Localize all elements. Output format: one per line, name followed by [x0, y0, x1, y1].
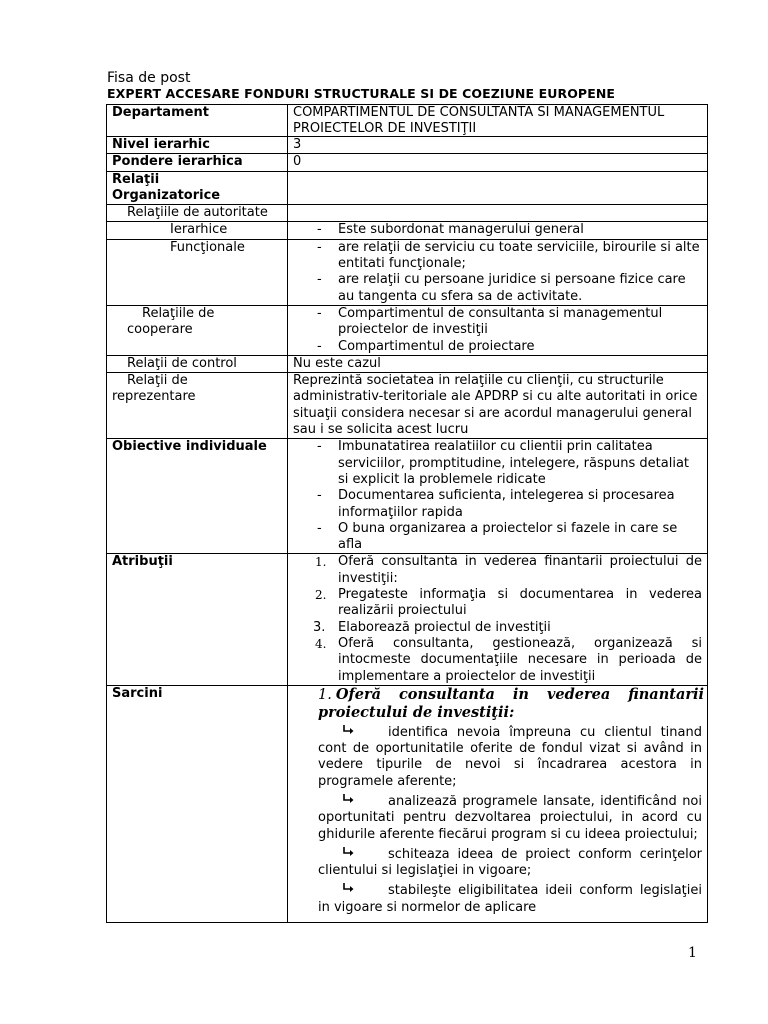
row-control — [107, 355, 708, 372]
list-item — [293, 587, 704, 620]
page-number: 1 — [688, 945, 697, 961]
value-ierarhice — [288, 222, 708, 239]
cooperare-line-1: Relaţiile de — [142, 305, 215, 321]
item-number: 2. — [315, 588, 327, 603]
task-item — [293, 724, 704, 790]
label-pondere-ierarhica: Pondere ierarhica — [107, 154, 288, 171]
list-item: - O buna organizarea a proiectelor si fazele in care se afla — [293, 521, 704, 554]
cooperare-line-2: cooperare — [127, 322, 193, 338]
task-text: schiteaza ideea de proiect conform cerinţelor clientului si legislaţiei in vigoare; — [318, 846, 702, 879]
row-ierarhice — [107, 222, 708, 239]
label-reprezentare — [107, 373, 288, 439]
arrow-bullet-icon — [342, 846, 360, 862]
label-atributii: Atribuţii — [107, 554, 288, 685]
item-number: 3. — [313, 619, 326, 635]
sarcina-heading-number: 1. — [318, 686, 332, 703]
list-item: - Imbunatatirea realatiilor cu clientii prin calitatea serviciilor, promptitudine, intelegere, răspuns detaliat si explicit la problemele ridicate — [293, 439, 704, 488]
row-atributii — [107, 554, 708, 685]
item-text: Oferă consultanta in vederea finantarii proiectului de investiţii: — [338, 554, 702, 586]
row-functionale — [107, 239, 708, 305]
list-item — [293, 554, 704, 587]
label-cooperare — [107, 305, 288, 355]
task-item — [293, 882, 704, 916]
label-control: Relaţii de control — [107, 355, 288, 372]
departament-line-2: PROIECTELOR DE INVESTIŢII — [293, 120, 477, 136]
item-number: 1. — [315, 555, 327, 570]
document-subtitle: EXPERT ACCESARE FONDURI STRUCTURALE SI DE COEZIUNE EUROPENE — [107, 86, 616, 101]
value-sarcini — [288, 685, 708, 922]
value-control: Nu este cazul — [288, 355, 708, 372]
document-title: Fisa de post — [107, 70, 191, 86]
arrow-bullet-icon — [342, 882, 360, 898]
sarcina-heading — [293, 686, 704, 721]
label-relatii-organizatorice — [107, 171, 288, 205]
row-cooperare — [107, 305, 708, 355]
row-departament — [107, 105, 708, 137]
list-item: - Compartimentul de consultanta si managementul proiectelor de investiţii — [293, 306, 704, 339]
list-item: - Documentarea suficienta, intelegerea si procesarea informaţiilor rapida — [293, 488, 704, 521]
label-obiective: Obiective individuale — [107, 439, 288, 554]
list-item — [293, 620, 704, 636]
row-pondere-ierarhica — [107, 154, 708, 171]
task-text: identifica nevoia împreuna cu clientul tinand cont de oportunitatile oferite de fondul vizat si având in vedere tipurile de nevoi si încadrarea acestora in programele aferente; — [318, 724, 702, 789]
reprezentare-line-2: reprezentare — [112, 389, 196, 405]
relatii-org-line-1: Relaţii — [112, 171, 160, 187]
value-nivel-ierarhic: 3 — [288, 137, 708, 154]
item-text: Oferă consultanta, gestionează, organizează si intocmeste documentaţiile necesare in perioada de implementare a proiectelor de investiţii — [338, 635, 702, 684]
value-departament — [288, 105, 708, 137]
list-item: - are relaţii cu persoane juridice si persoane fizice care au tangenta cu sfera sa de activitate. — [293, 272, 704, 305]
value-obiective — [288, 439, 708, 554]
item-text: Pregateste informaţia si documentarea in vederea realizării proiectului — [338, 587, 702, 619]
row-relatii-autoritate — [107, 205, 708, 222]
label-ierarhice: Ierarhice — [107, 222, 288, 239]
task-text: stabileşte eligibilitatea ideii conform legislaţiei in vigoare si normelor de aplicare — [318, 883, 702, 915]
value-relatii-autoritate — [288, 205, 708, 222]
value-atributii — [288, 554, 708, 685]
arrow-bullet-icon — [342, 793, 360, 809]
list-item: - Este subordonat managerului general — [293, 222, 704, 238]
relatii-org-line-2: Organizatorice — [112, 187, 221, 203]
task-item — [293, 793, 704, 843]
list-item — [293, 636, 704, 685]
task-item — [293, 846, 704, 880]
sarcina-heading-text: Oferă consultanta in vederea finantarii proiectului de investiţii: — [318, 685, 704, 721]
reprezentare-line-1: Relaţii de — [127, 373, 188, 389]
value-pondere-ierarhica: 0 — [288, 154, 708, 171]
row-obiective — [107, 439, 708, 554]
departament-line-1: COMPARTIMENTUL DE CONSULTANTA SI MANAGEMENTUL — [293, 105, 665, 120]
task-text: analizează programele lansate, identificând noi oportunitati pentru dezvoltarea proiectului, in acord cu ghidurile aferente fiecărui program si cu ideea proiectului; — [318, 793, 702, 842]
value-reprezentare: Reprezintă societatea in relaţiile cu clienţii, cu structurile administrativ-teritoriale ale APDRP si cu alte autoritati in orice situaţii considera necesar si are acordul managerului general sau i se solicita acest lucru — [288, 373, 708, 439]
item-text: Elaborează proiectul de investiţii — [338, 619, 551, 635]
list-item: - Compartimentul de proiectare — [293, 339, 704, 355]
value-relatii-organizatorice — [288, 171, 708, 205]
label-departament: Departament — [107, 105, 288, 137]
list-item: - are relaţii de serviciu cu toate serviciile, birourile si alte entitati funcţionale; — [293, 240, 704, 273]
item-number: 4. — [315, 636, 327, 651]
row-sarcini — [107, 685, 708, 922]
label-functionale: Funcţionale — [107, 239, 288, 305]
label-nivel-ierarhic: Nivel ierarhic — [107, 137, 288, 154]
value-cooperare — [288, 305, 708, 355]
arrow-bullet-icon — [342, 724, 360, 740]
value-functionale — [288, 239, 708, 305]
row-nivel-ierarhic — [107, 137, 708, 154]
row-reprezentare — [107, 373, 708, 439]
row-relatii-organizatorice — [107, 171, 708, 205]
job-description-table — [106, 104, 708, 923]
label-sarcini: Sarcini — [107, 685, 288, 922]
label-relatii-autoritate: Relaţiile de autoritate — [107, 205, 288, 222]
